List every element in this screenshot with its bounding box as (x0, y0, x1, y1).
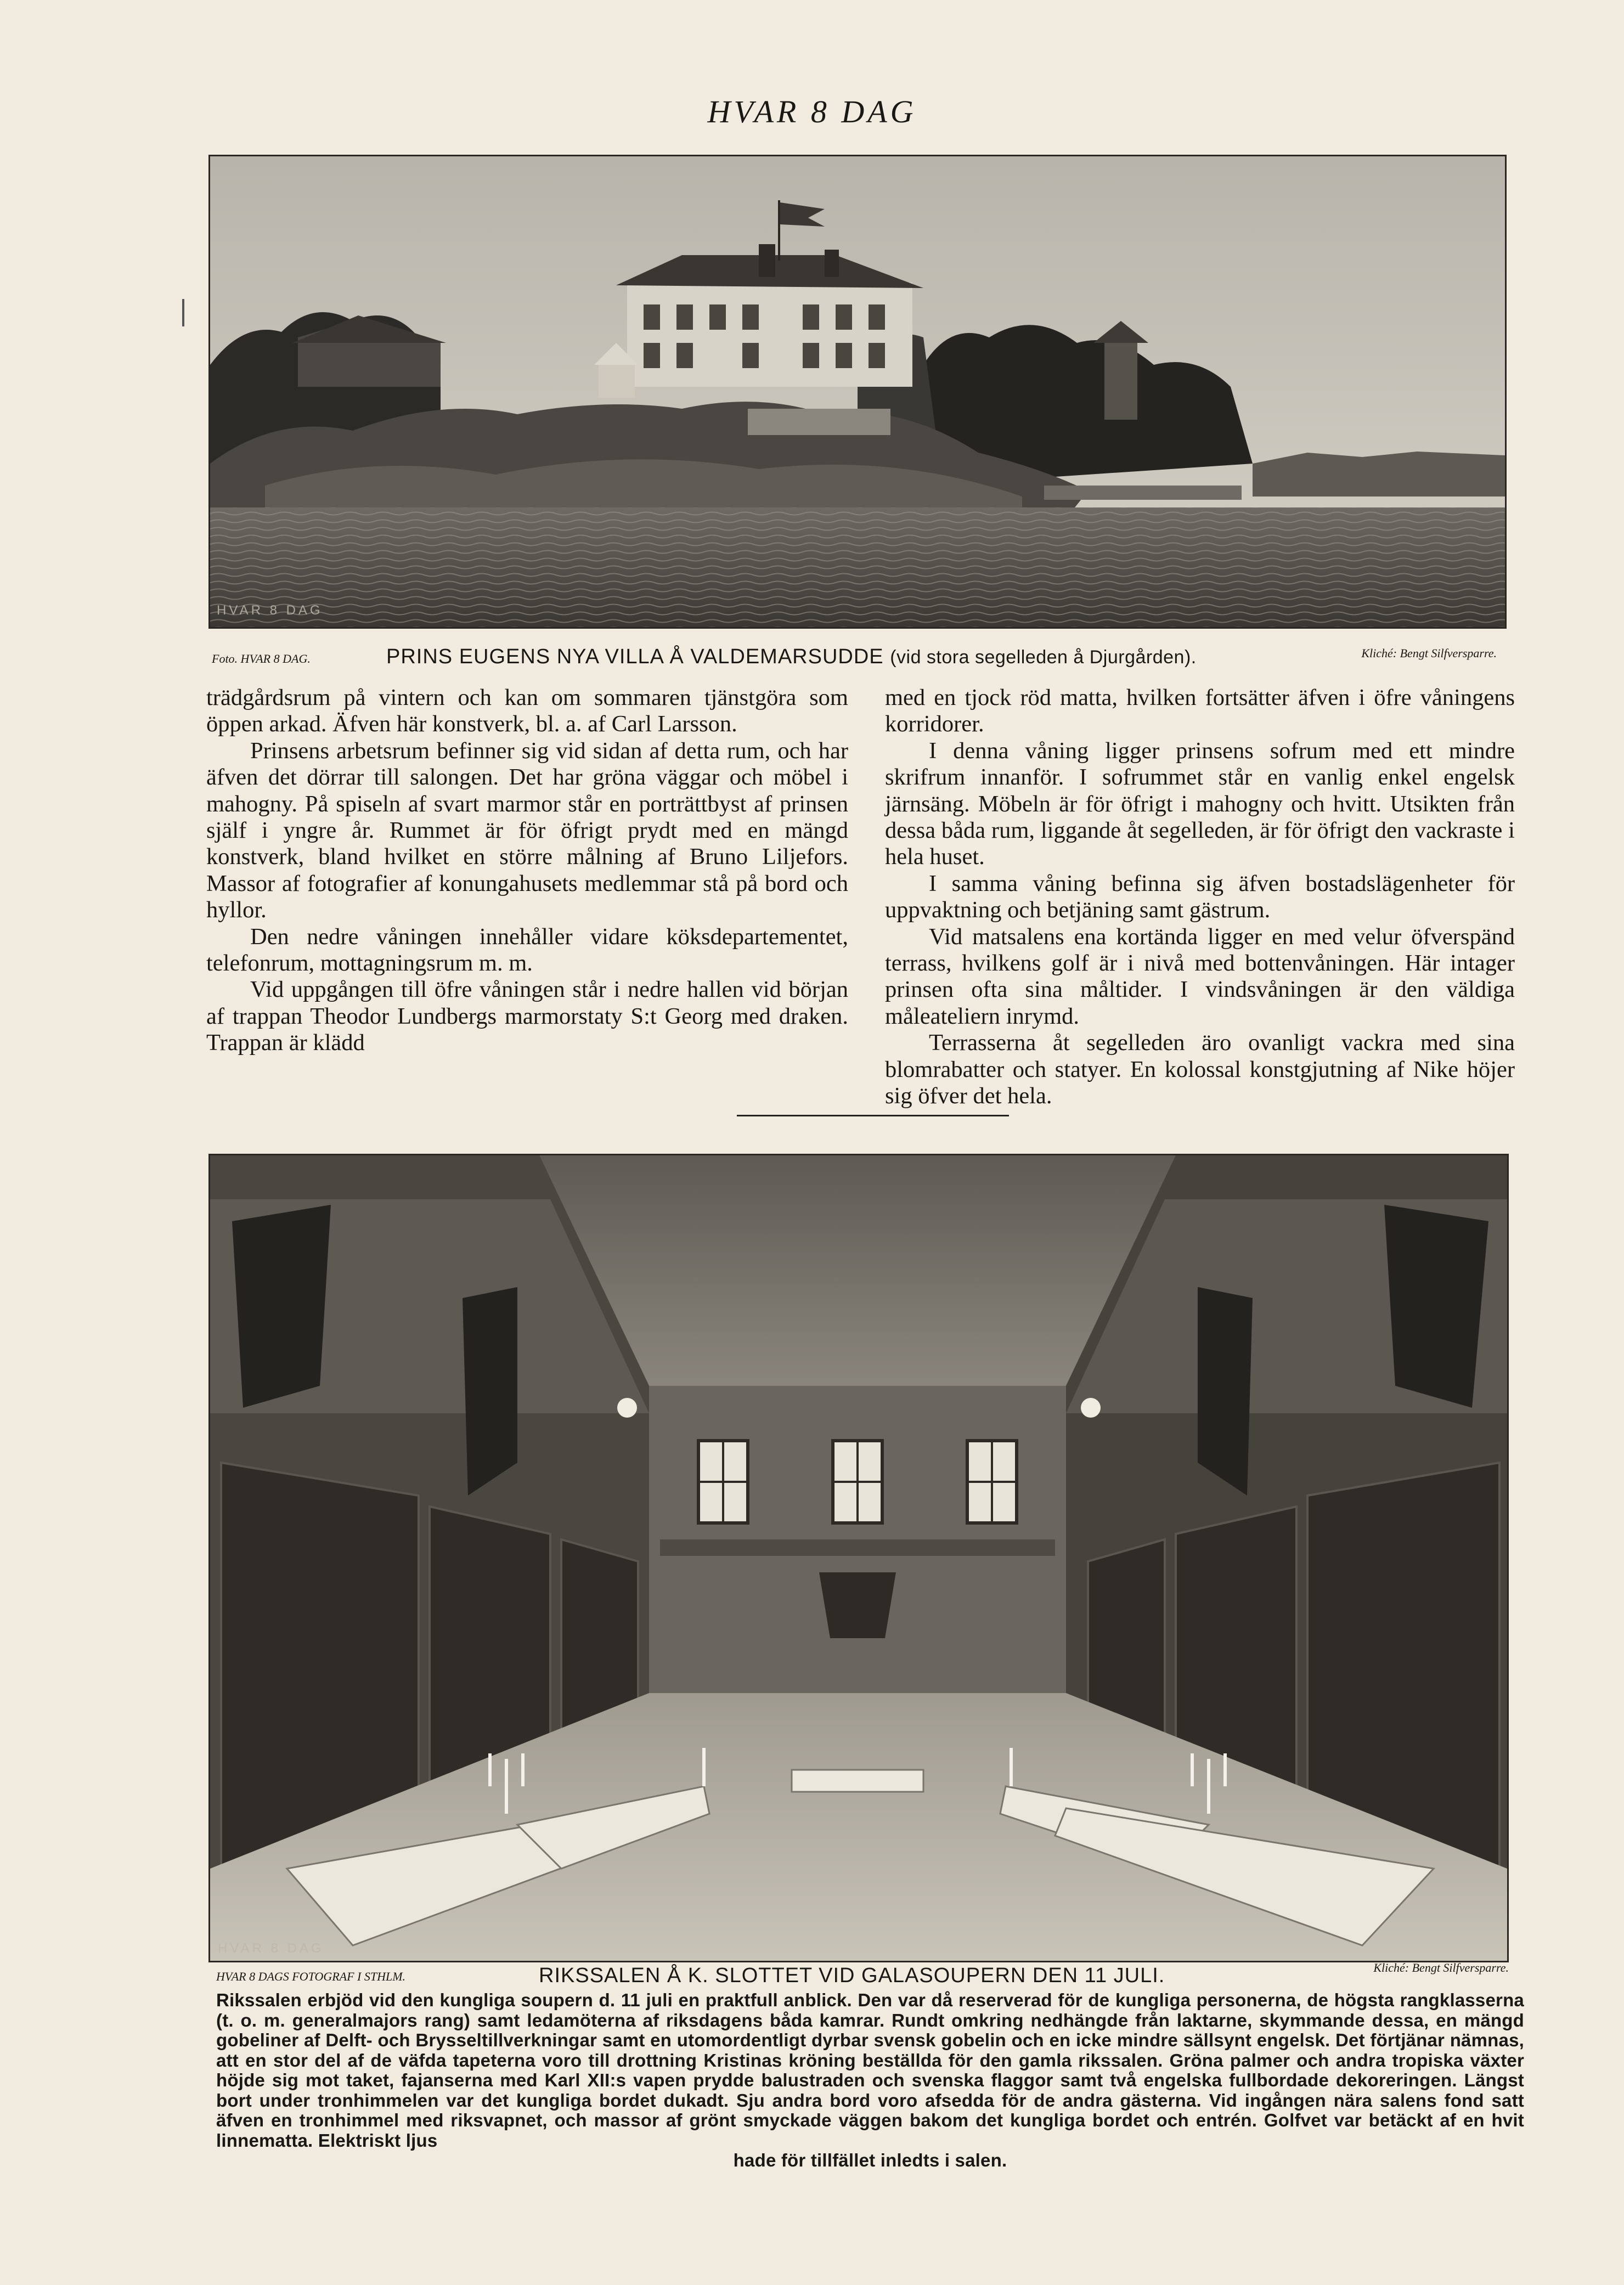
paragraph: trädgårdsrum på vintern och kan om sommaren tjänstgöra som öppen arkad. Äfven här konstverk, bl. a. af Carl Larsson. (206, 685, 848, 737)
photo-caption-sub: (vid stora segelleden å Djurgården). (890, 647, 1197, 668)
hall-caption-text (216, 1990, 1524, 2171)
paragraph: Vid matsalens ena kortända ligger en med velur öfverspänd terrass, hvilkens golf är i nivå med bottenvåningen. Här intager prinsen ofta sina måltider. I vindsvåningen är den väldiga måleateliern inrymd. (885, 923, 1515, 1029)
cliche-credit: Kliché: Bengt Silfversparre. (1373, 1961, 1509, 1974)
paragraph: Vid uppgången till öfre våningen står i nedre hallen vid början af trappan Theodor Lundbergs marmorstaty S:t Georg med draken. Trappan är klädd (206, 977, 848, 1056)
cliche-credit: Kliché: Bengt Silfversparre. (1361, 646, 1497, 660)
villa-photo (208, 155, 1507, 629)
photo-caption (386, 645, 1197, 669)
masthead: HVAR 8 DAG (707, 94, 917, 129)
photo-watermark: HVAR 8 DAG (218, 1941, 324, 1956)
photo-credit: Foto. HVAR 8 DAG. (212, 652, 311, 665)
caption-body: Rikssalen erbjöd vid den kungliga soupern d. 11 juli en praktfull anblick. Den var då reserverad för de kungliga personerna, de högsta rangklasserna (t. o. m. generalmajors rang) samt ledamöterna af riksdagens båda kamrar. Rundt omkring nedhängde från laktarne, skymmande dessa, en mängd gobeliner af Delft- och Brysseltillverkningar samt en utomordentligt dyrbar svensk gobelin och en icke mindre sällsynt engelsk. Det förtjänar nämnas, att en stor del af de väfda tapeterna voro till drottning Kristinas kröning beställda för den gamla rikssalen. Gröna palmer och andra tropiska växter höjde sig mot taket, fajanserna med Karl XII:s vapen prydde balustraden och svenska flaggor samt två engelska fullbordade dekoreringen. Längst bort under tronhimmelen var det kungliga bordet dukadt. Sju andra bord voro afsedda för de andra gästerna. Vid ingången nära salens fond satt äfven en tronhimmel med riksvapnet, och massor af grönt smyckade väggen bakom det kungliga bordet och entrén. Golfvet var betäckt af en hvit linnematta. Elektriskt ljus (216, 1990, 1524, 2151)
photo-caption-title: PRINS EUGENS NYA VILLA Å VALDEMARSUDDE (386, 645, 884, 668)
rikssalen-photo (208, 1154, 1509, 1962)
paragraph: Terrasserna åt segelleden äro ovanligt vackra med sina blomrabatter och statyer. En kolossal konstgjutning af Nike höjer sig öfver det hela. (885, 1030, 1515, 1109)
article-left-column (206, 685, 848, 1057)
caption-body-last-line: hade för tillfället inledts i salen. (733, 2150, 1007, 2170)
paragraph: Prinsens arbetsrum befinner sig vid sidan af detta rum, och har äfven det dörrar till salongen. Det har gröna väggar och möbel i mahogny. På spiseln af svart marmor står en porträttbyst af prinsen själf i yngre år. Rummet är för öfrigt prydt med en mängd konstverk, bland hvilket en större målning af Bruno Liljefors. Massor af fotografier af konungahusets medlemmar stå på bord och hyllor. (206, 737, 848, 923)
section-divider (737, 1115, 1009, 1116)
villa-caption-row (212, 645, 1507, 673)
article-right-column (885, 685, 1515, 1110)
photo-watermark: HVAR 8 DAG (217, 603, 323, 618)
paragraph: med en tjock röd matta, hvilken fortsätter äfven i öfre våningens korridorer. (885, 685, 1515, 737)
photo-credit: HVAR 8 DAGS FOTOGRAF I STHLM. (216, 1970, 406, 1983)
photo-caption: RIKSSALEN Å K. SLOTTET VID GALASOUPERN DEN 11 JULI. (539, 1964, 1165, 1987)
paragraph: I denna våning ligger prinsens sofrum med ett mindre skrifrum innanför. I sofrummet står en vanlig enkel engelsk järnsäng. Möbeln är för öfrigt i mahogny och hvitt. Utsikten från dessa båda rum, liggande åt segelleden, är för öfrigt den vackraste i hela huset. (885, 737, 1515, 870)
paragraph: Den nedre våningen innehåller vidare köksdepartementet, telefonrum, mottagningsrum m. m. (206, 923, 848, 977)
paragraph: I samma våning befinna sig äfven bostadslägenheter för uppvaktning och betjäning samt gästrum. (885, 870, 1515, 923)
scan-edge-mark (182, 299, 184, 326)
hall-caption-row (212, 1961, 1518, 1989)
